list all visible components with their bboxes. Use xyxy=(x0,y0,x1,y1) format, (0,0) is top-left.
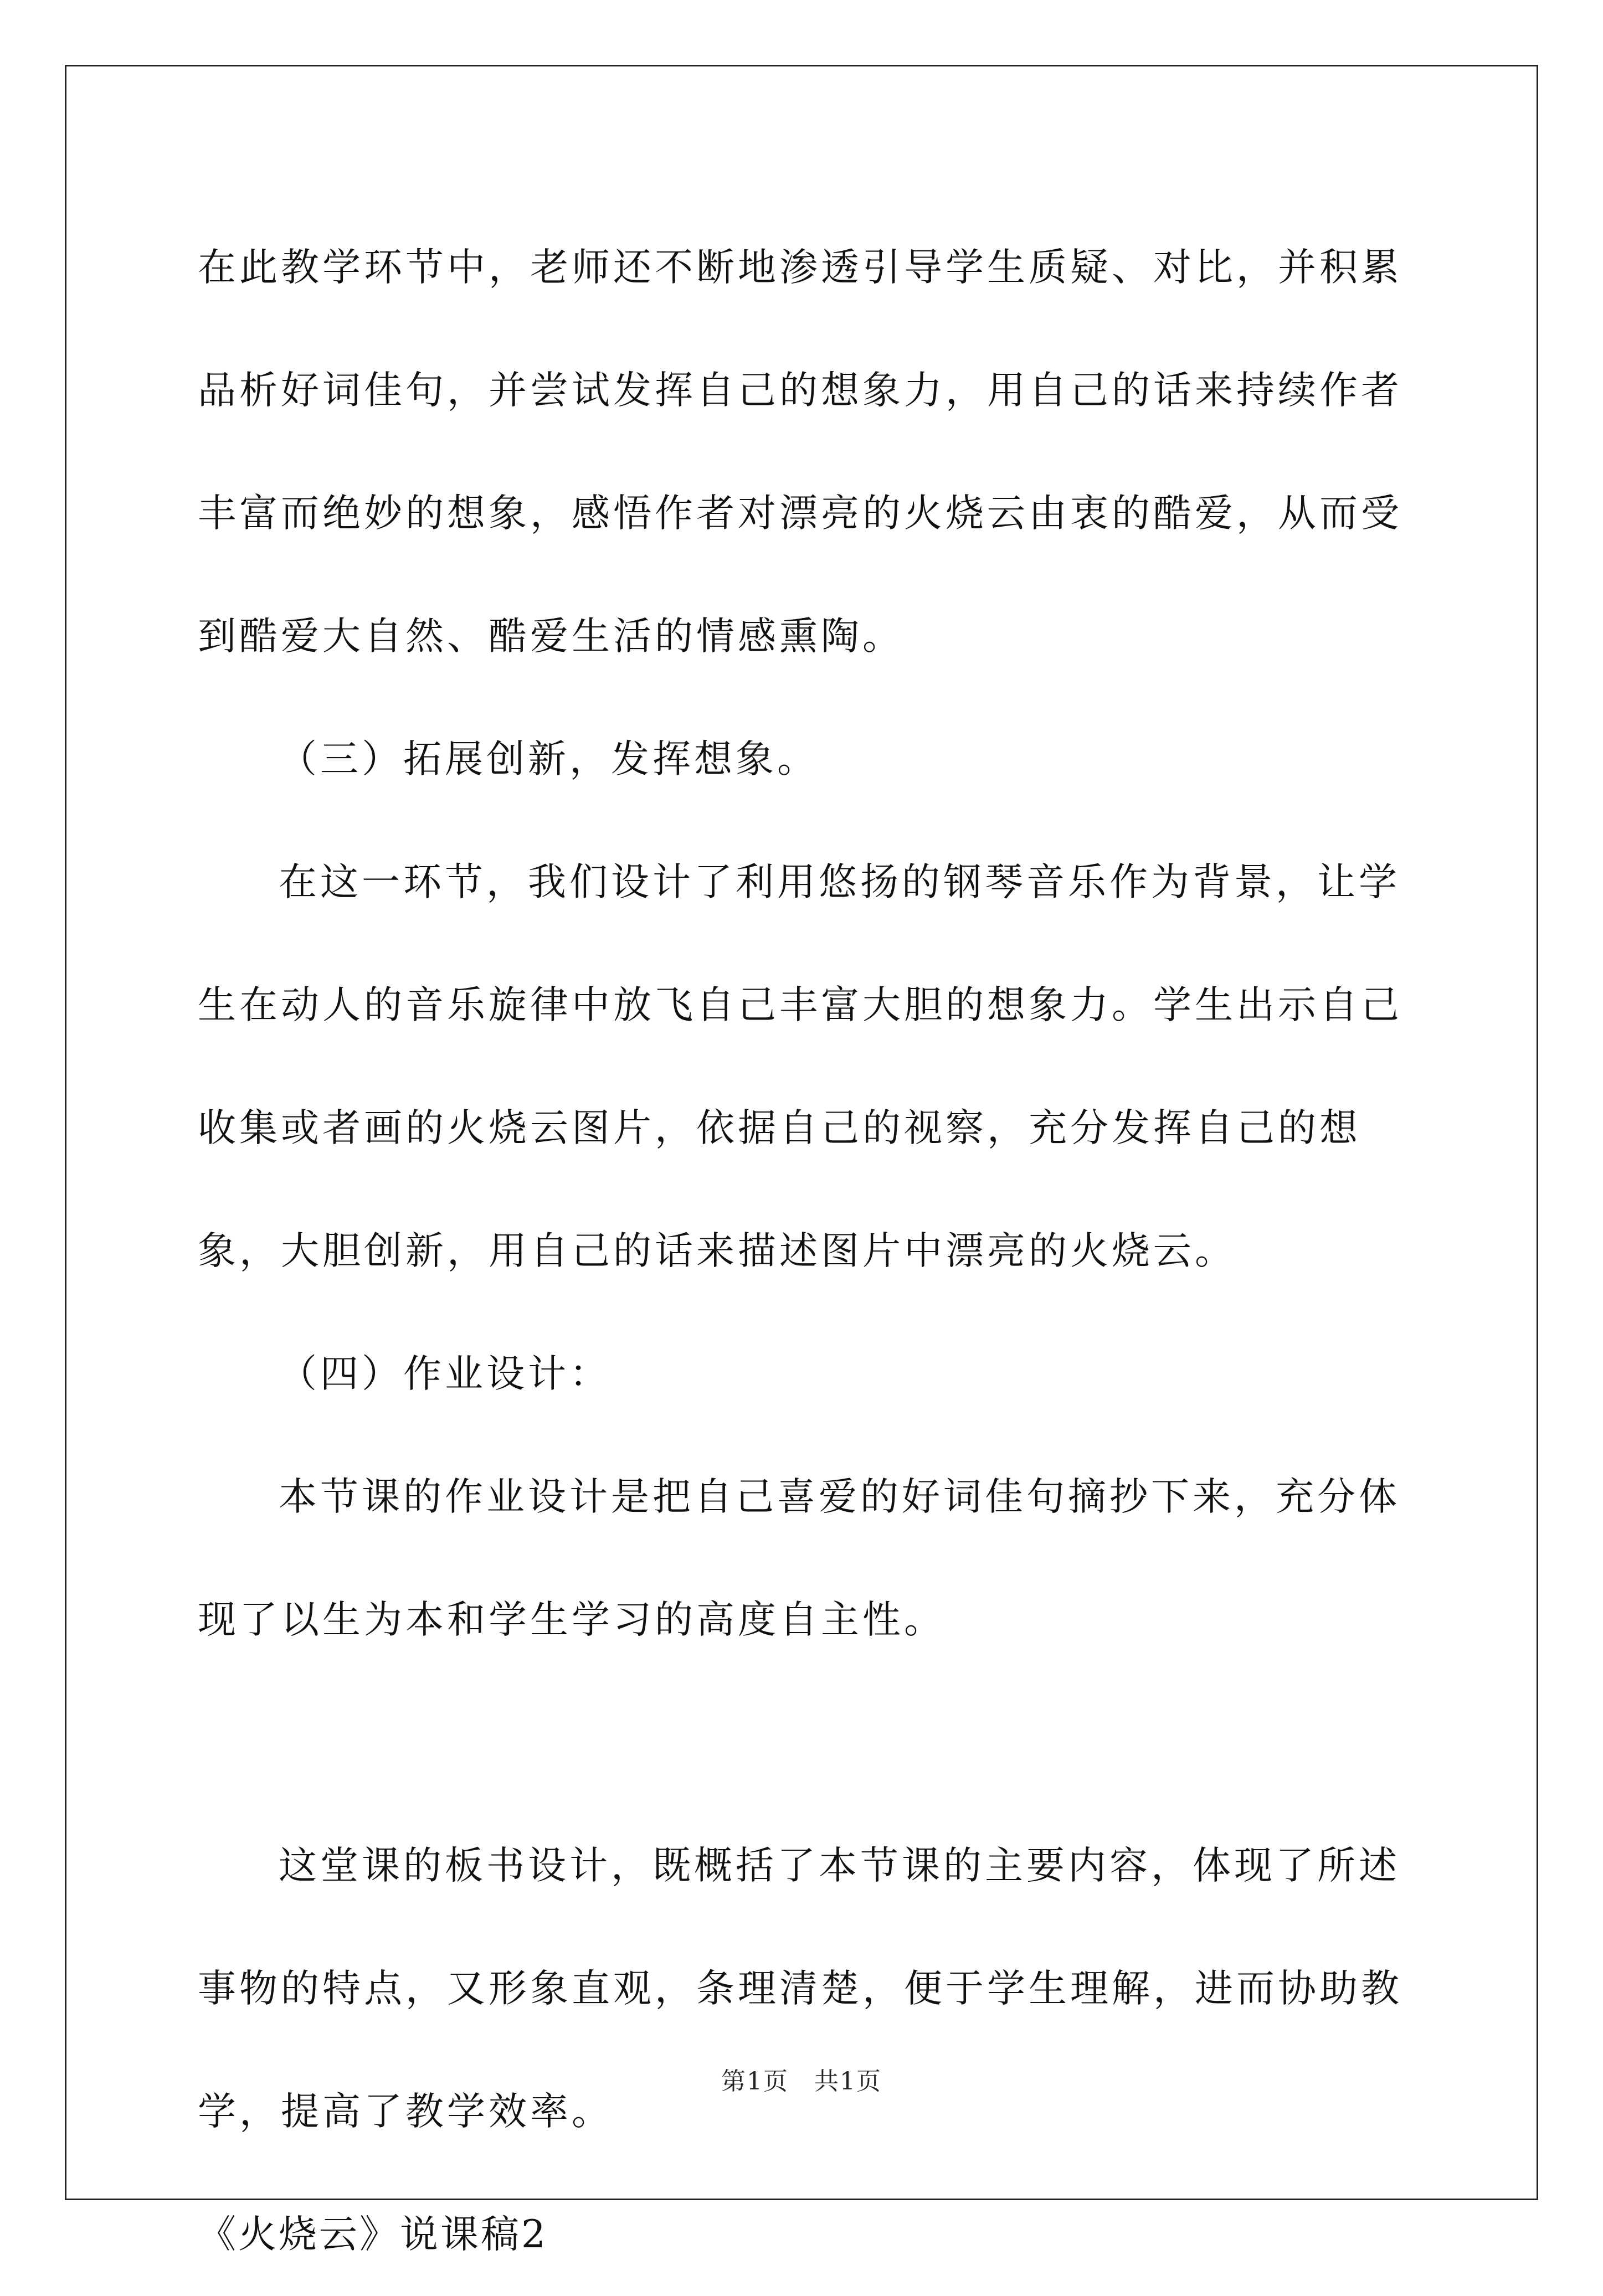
paragraph-homework: 本节课的作业设计是把自己喜爱的好词佳句摘抄下来，充分体现了以生为本和学生学习的高度自主性。 xyxy=(198,1475,1400,1642)
paragraph-music-imagination: 在这一环节，我们设计了利用悠扬的钢琴音乐作为背景，让学生在动人的音乐旋律中放飞自己丰富大胆的想象力。学生出示自己收集或者画的火烧云图片，依据自己的视察，充分发挥自己的想象，大胆创新，用自己的话来描述图片中漂亮的火烧云。 xyxy=(198,860,1402,1273)
section-title: 《火烧云》说课稿2 xyxy=(198,2212,548,2257)
page-number-footer: 第1页 共1页 xyxy=(721,2067,882,2096)
paragraph-analysis: 在此教学环节中，老师还不断地渗透引导学生质疑、对比，并积累品析好词佳句，并尝试发挥自己的想象力，用自己的话来持续作者丰富而绝妙的想象，感悟作者对漂亮的火烧云由衷的酷爱，从而受到酷爱大自然、酷爱生活的情感熏陶。 xyxy=(198,245,1402,658)
heading-expand-innovate: （三）拓展创新，发挥想象。 xyxy=(279,737,819,781)
blank-line xyxy=(198,1681,1405,1804)
document-body xyxy=(198,206,1405,2296)
heading-homework-design: （四）作业设计： xyxy=(279,1352,611,1396)
paragraph-blackboard-design: 这堂课的板书设计，既概括了本节课的主要内容，体现了所述事物的特点，又形象直观，条理清楚，便于学生理解，进而协助教学，提高了教学效率。 xyxy=(198,1844,1402,2134)
